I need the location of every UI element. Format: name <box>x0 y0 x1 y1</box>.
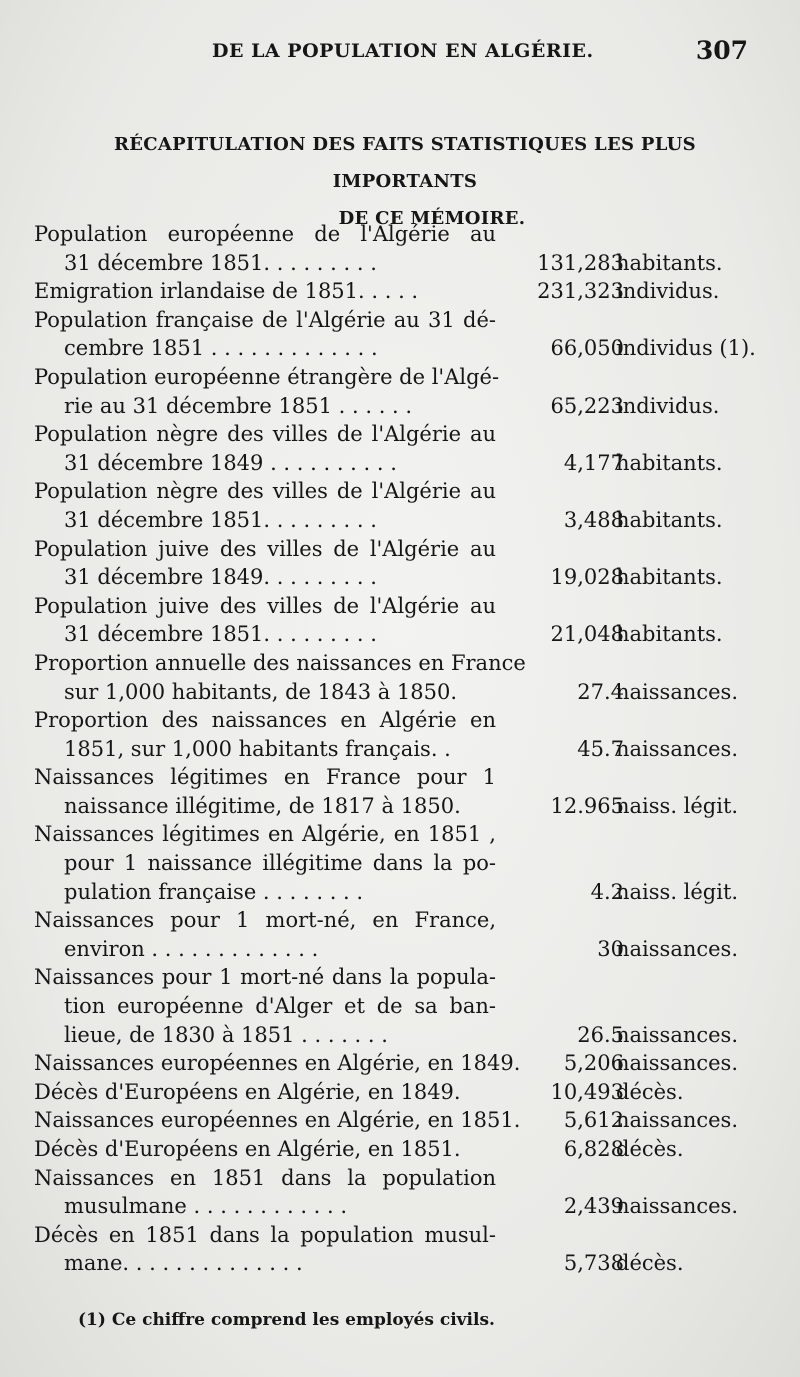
stat-description: Proportion des naissances en Algérie en <box>34 708 496 733</box>
stat-description: pulation française . . . . . . . . <box>64 879 364 904</box>
stat-value: 66,050 <box>550 336 624 361</box>
stat-entry <box>34 592 764 649</box>
stat-unit: décès. <box>616 1079 684 1104</box>
page-number: 307 <box>695 36 748 65</box>
stat-description: Population juive des villes de l'Algérie au <box>34 593 496 618</box>
section-title-line-1: RÉCAPITULATION DES FAITS STATISTIQUES LES PLUS IMPORTANTS <box>114 134 696 192</box>
stat-entry <box>34 1135 764 1164</box>
stat-line <box>34 906 764 935</box>
stat-line <box>34 392 764 421</box>
stat-line <box>34 1021 764 1050</box>
stat-description: rie au 31 décembre 1851 . . . . . . <box>64 393 413 418</box>
stat-unit: individus. <box>616 393 720 418</box>
stat-unit: naissances. <box>616 1051 739 1076</box>
stat-entry <box>34 706 764 763</box>
statistics-list <box>34 220 764 1278</box>
stat-description: Naissances pour 1 mort-né, en France, <box>34 908 496 933</box>
stat-unit: naissances. <box>616 936 739 961</box>
stat-line <box>34 678 764 707</box>
stat-value: 30 <box>597 936 624 961</box>
stat-description: Population européenne étrangère de l'Algé- <box>34 364 500 389</box>
stat-description: 1851, sur 1,000 habitants français. . <box>64 736 451 761</box>
stat-description: naissance illégitime, de 1817 à 1850. <box>64 793 461 818</box>
stat-line <box>34 820 764 849</box>
stat-line <box>34 592 764 621</box>
stat-entry <box>34 420 764 477</box>
running-title: DE LA POPULATION EN ALGÉRIE. <box>212 40 594 62</box>
stat-line <box>34 506 764 535</box>
stat-value: 45.7 <box>577 736 624 761</box>
stat-line <box>34 277 764 306</box>
stat-line <box>34 792 764 821</box>
stat-line <box>34 420 764 449</box>
stat-line <box>34 220 764 249</box>
stat-description: environ . . . . . . . . . . . . . <box>64 936 319 961</box>
stat-description: 31 décembre 1851. . . . . . . . . <box>64 250 377 275</box>
stat-line <box>34 649 764 678</box>
stat-entry <box>34 963 764 1049</box>
stat-entry <box>34 763 764 820</box>
stat-description: Naissances européennes en Algérie, en 1849. <box>34 1051 521 1076</box>
stat-value: 4,177 <box>563 450 624 475</box>
stat-line <box>34 1106 764 1135</box>
stat-description: 31 décembre 1849. . . . . . . . . <box>64 565 377 590</box>
stat-unit: naissances. <box>616 679 739 704</box>
stat-entry <box>34 1049 764 1078</box>
stat-unit: naiss. légit. <box>616 879 739 904</box>
stat-description: Naissances légitimes en France pour 1 <box>34 765 496 790</box>
stat-unit: décès. <box>616 1137 684 1161</box>
stat-value: 12.965 <box>550 793 624 818</box>
stat-entry <box>34 649 764 706</box>
stat-line <box>34 1192 764 1221</box>
page-header <box>0 36 800 70</box>
stat-line <box>34 563 764 592</box>
stat-line <box>34 477 764 506</box>
stat-description: 31 décembre 1849 . . . . . . . . . . <box>64 450 397 475</box>
stat-unit: habitants. <box>616 250 723 275</box>
stat-entry <box>34 535 764 592</box>
stat-line <box>34 735 764 764</box>
stat-description: tion européenne d'Alger et de sa ban- <box>64 994 496 1019</box>
stat-line <box>34 306 764 335</box>
stat-value: 10,493 <box>550 1079 624 1104</box>
stat-unit: individus. <box>616 279 720 304</box>
stat-line <box>34 763 764 792</box>
stat-entry <box>34 1221 764 1278</box>
stat-description: Naissances européennes en Algérie, en 1851. <box>34 1108 521 1133</box>
stat-description: Population juive des villes de l'Algérie au <box>34 536 496 561</box>
stat-description: cembre 1851 . . . . . . . . . . . . . <box>64 336 378 361</box>
stat-description: Population nègre des villes de l'Algérie au <box>34 479 496 504</box>
stat-value: 26.5 <box>577 1022 624 1047</box>
stat-description: Proportion annuelle des naissances en France <box>34 650 526 675</box>
stat-description: Naissances pour 1 mort-né dans la popula- <box>34 965 496 990</box>
stat-value: 5,738 <box>563 1251 624 1276</box>
stat-description: pour 1 naissance illégitime dans la po- <box>64 851 496 876</box>
stat-entry <box>34 277 764 306</box>
stat-value: 27.4 <box>577 679 624 704</box>
stat-description: Naissances en 1851 dans la population <box>34 1165 496 1190</box>
stat-line <box>34 334 764 363</box>
stat-value: 131,283 <box>537 250 624 275</box>
stat-value: 65,223 <box>550 393 624 418</box>
stat-value: 21,048 <box>550 622 624 647</box>
stat-value: 6,828 <box>563 1137 624 1161</box>
stat-value: 5,206 <box>563 1051 624 1076</box>
stat-entry <box>34 1164 764 1221</box>
stat-unit: naissances. <box>616 1108 739 1133</box>
stat-description: musulmane . . . . . . . . . . . . <box>64 1194 348 1219</box>
stat-description: sur 1,000 habitants, de 1843 à 1850. <box>64 679 458 704</box>
stat-description: Population européenne de l'Algérie au <box>34 222 496 246</box>
stat-line <box>34 849 764 878</box>
stat-value: 4.2 <box>590 879 624 904</box>
stat-unit: individus (1). <box>616 336 756 361</box>
stat-entry <box>34 363 764 420</box>
stat-line <box>34 963 764 992</box>
stat-unit: habitants. <box>616 565 723 590</box>
stat-line <box>34 992 764 1021</box>
stat-unit: habitants. <box>616 450 723 475</box>
stat-value: 5,612 <box>563 1108 624 1133</box>
stat-entry <box>34 220 764 277</box>
stat-line <box>34 1221 764 1250</box>
stat-line <box>34 620 764 649</box>
stat-value: 2,439 <box>563 1194 624 1219</box>
stat-entry <box>34 1106 764 1135</box>
stat-description: mane. . . . . . . . . . . . . . <box>64 1251 303 1276</box>
section-title-line-2: DE CE MÉMOIRE. <box>338 208 526 229</box>
stat-description: Décès en 1851 dans la population musul- <box>34 1222 496 1247</box>
stat-entry <box>34 306 764 363</box>
stat-line <box>34 1249 764 1278</box>
stat-description: Décès d'Européens en Algérie, en 1851. <box>34 1137 461 1161</box>
stat-line <box>34 449 764 478</box>
stat-line <box>34 249 764 278</box>
stat-line <box>34 1135 764 1164</box>
stat-unit: habitants. <box>616 507 723 532</box>
stat-unit: naissances. <box>616 736 739 761</box>
stat-line <box>34 878 764 907</box>
stat-value: 231,323 <box>537 279 624 304</box>
stat-description: 31 décembre 1851. . . . . . . . . <box>64 622 377 647</box>
stat-entry <box>34 1078 764 1107</box>
stat-unit: naissances. <box>616 1194 739 1219</box>
stat-entry <box>34 820 764 906</box>
stat-line <box>34 363 764 392</box>
stat-line <box>34 1049 764 1078</box>
stat-description: Naissances légitimes en Algérie, en 1851 , <box>34 822 496 847</box>
stat-line <box>34 706 764 735</box>
stat-value: 19,028 <box>550 565 624 590</box>
footnote: (1) Ce chiffre comprend les employés civils. <box>78 1310 495 1330</box>
stat-line <box>34 1164 764 1193</box>
stat-unit: naissances. <box>616 1022 739 1047</box>
stat-unit: naiss. légit. <box>616 793 739 818</box>
stat-description: Population française de l'Algérie au 31 dé- <box>34 307 496 332</box>
stat-description: Population nègre des villes de l'Algérie au <box>34 422 496 447</box>
stat-description: lieue, de 1830 à 1851 . . . . . . . <box>64 1022 388 1047</box>
stat-unit: décès. <box>616 1251 684 1276</box>
stat-value: 3,488 <box>563 507 624 532</box>
stat-description: Décès d'Européens en Algérie, en 1849. <box>34 1079 461 1104</box>
stat-line <box>34 1078 764 1107</box>
stat-entry <box>34 477 764 534</box>
stat-description: 31 décembre 1851. . . . . . . . . <box>64 507 377 532</box>
stat-unit: habitants. <box>616 622 723 647</box>
stat-line <box>34 535 764 564</box>
stat-description: Emigration irlandaise de 1851. . . . . <box>34 279 419 304</box>
stat-line <box>34 935 764 964</box>
stat-entry <box>34 906 764 963</box>
